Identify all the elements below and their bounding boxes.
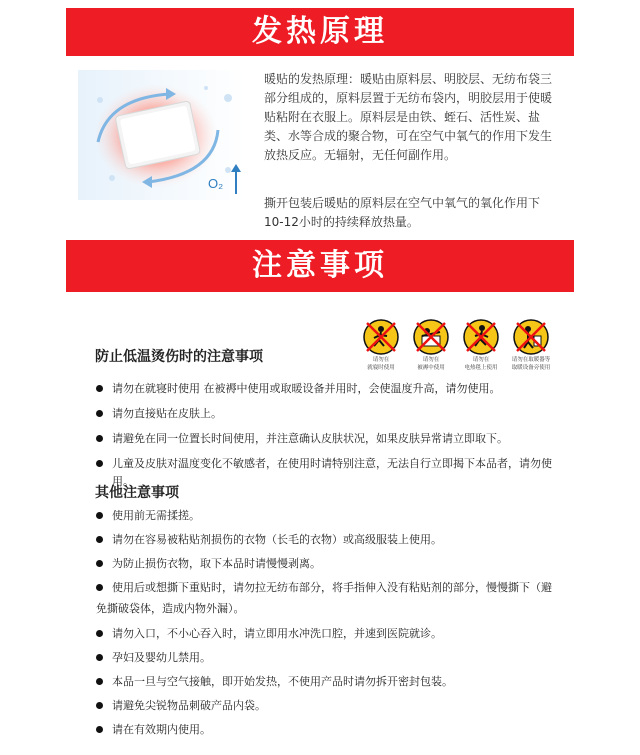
bullet-icon: [96, 702, 103, 709]
bullet-icon: [96, 678, 103, 685]
heat-principle-banner: [66, 8, 574, 56]
prohibition-icons: [358, 318, 558, 388]
list-item-text: 请避免尖锐物品刺破产品内袋。: [112, 699, 266, 712]
bullet-icon: [96, 630, 103, 637]
list-item-text: 请在有效期内使用。: [112, 723, 211, 736]
list-item-text: 免撕破袋体，造成内物外漏）。: [96, 602, 245, 615]
list-item-text: 请勿入口，不小心吞入时，请立即用水冲洗口腔，并速到医院就诊。: [112, 627, 442, 640]
precautions-banner: [66, 240, 574, 292]
list-item-text: 使用后或想撕下重贴时，请勿拉无纺布部分，将手指伸入没有粘贴剂的部分，慢慢撕下（避: [112, 581, 552, 594]
list-item: [96, 649, 566, 667]
principle-paragraph-1: 暖贴的发热原理：暖贴由原料层、明胶层、无纺布袋三部分组成的，原料层置于无纺布袋内，明胶层用于使暖贴粘附在衣服上。原料层是由铁、蛭石、活性炭、盐类、水等合成的聚合物，可在空气中氧气的作用下发生放热反应。无辐射，无任何副作用。: [264, 72, 553, 162]
icon-caption: 电热毯上使用: [464, 365, 498, 371]
heat-principle-title: 发热原理: [252, 14, 388, 49]
list-item: [96, 579, 566, 597]
bullet-icon: [96, 654, 103, 661]
principle-paragraph-2: 撕开包装后暖贴的原料层在空气中氧气的氧化作用下10-12小时的持续释放热量。: [264, 196, 541, 229]
bullet-icon: [96, 435, 103, 442]
icon-caption: 请勿在: [422, 357, 440, 363]
icon-caption: 请勿在: [472, 357, 490, 363]
low-temp-burn-section-title: 防止低温烫伤时的注意事项: [95, 349, 263, 365]
no-skin-use-icon: [508, 318, 554, 388]
list-item: [96, 697, 566, 715]
list-item: [96, 430, 566, 448]
list-item-text: 儿童及皮肤对温度变化不敏感者，在使用时请特别注意，无法自行立即揭下本品者，请勿使用。: [112, 457, 552, 488]
list-item-text: 为防止损伤衣物，取下本品时请慢慢剥离。: [112, 557, 321, 570]
list-item: [96, 531, 566, 549]
list-item-continuation: [96, 600, 566, 618]
o2-label: O₂: [208, 176, 224, 191]
bullet-icon: [96, 536, 103, 543]
no-sleep-use-icon: [358, 318, 404, 388]
list-item-text: 请勿在就寝时使用 在被褥中使用或取暖设备并用时，会使温度升高，请勿使用。: [112, 382, 501, 395]
icon-caption: 请勿在: [372, 357, 390, 363]
other-precautions-section-title: 其他注意事项: [95, 485, 179, 501]
list-item: [96, 721, 566, 739]
list-item: [96, 673, 566, 691]
list-item-text: 本品一旦与空气接触，即开始发热，不使用产品时请勿拆开密封包装。: [112, 675, 453, 688]
bullet-icon: [96, 512, 103, 519]
bullet-icon: [96, 726, 103, 733]
icon-caption: 就寝时使用: [367, 365, 395, 371]
list-item-text: 请勿直接贴在皮肤上。: [112, 407, 222, 420]
list-item-text: 使用前无需揉搓。: [112, 509, 200, 522]
icon-caption: 请勿在取暖器等: [511, 357, 551, 363]
list-item: [96, 380, 566, 398]
icon-caption: 被褥中使用: [417, 365, 445, 371]
list-item: [96, 625, 566, 643]
bullet-icon: [96, 460, 103, 467]
bullet-icon: [96, 385, 103, 392]
bullet-icon: [96, 584, 103, 591]
icon-caption: 取暖设备旁使用: [511, 365, 551, 371]
list-item: [96, 555, 566, 573]
precautions-title: 注意事项: [252, 248, 388, 283]
bullet-icon: [96, 560, 103, 567]
bullet-icon: [96, 410, 103, 417]
list-item: [96, 507, 566, 525]
list-item-text: 请勿在容易被粘贴剂损伤的衣物（长毛的衣物）或高级服装上使用。: [112, 533, 442, 546]
no-heater-use-icon: [408, 318, 454, 388]
no-walking-use-icon: [458, 318, 504, 388]
list-item: [96, 405, 566, 423]
list-item-text: 请避免在同一位置长时间使用，并注意确认皮肤状况，如果皮肤异常请立即取下。: [112, 432, 508, 445]
list-item-text: 孕妇及婴幼儿禁用。: [112, 651, 211, 664]
